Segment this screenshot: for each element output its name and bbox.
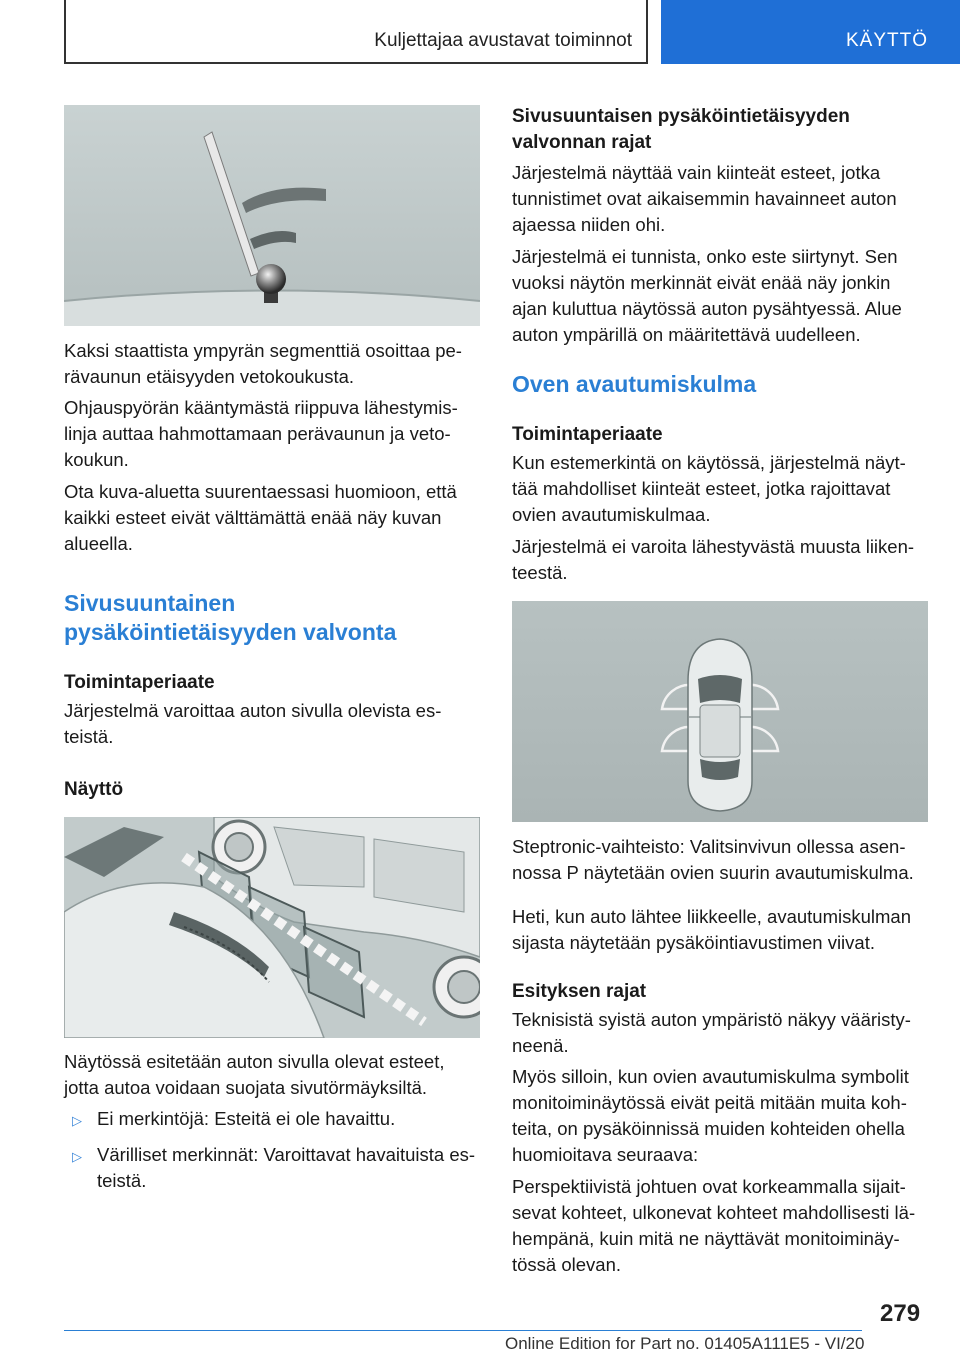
paragraph: Järjestelmä ei tunnista, onko este siirtynyt. Sen vuoksi näytön merkinnät eivät enää näy jonkin ajan kuluttua näytössä auton pysähtyessä. Alue auton ympärillä on määritettävä uudelleen. [512,246,902,345]
paragraph: Myös silloin, kun ovien avautumiskulma symbolit monitoiminäytössä eivät peitä mitään muita koh- teita, on pysäköinnissä muiden kohteiden ohella huomioitava seuraava: [512,1066,909,1165]
subheading: Näyttö [64,779,124,800]
paragraph: Steptronic-vaihteisto: Valitsinvivun ollessa asen- nossa P näytetään ovien suurin avautumiskulma. [512,836,914,883]
paragraph: Järjestelmä varoittaa auton sivulla olevista es- teistä. [64,700,442,747]
section-heading: Oven avautumiskulma [512,371,757,397]
paragraph: Ota kuva-aluetta suurentaessasi huomioon, että kaikki esteet eivät välttämättä enää näy kuvan alueella. [64,481,457,554]
footer-rule [64,1330,862,1331]
paragraph: Järjestelmä ei varoita lähestyvästä muusta liiken- teestä. [512,536,915,583]
edition-note: Online Edition for Part no. 01405A111E5 - VI/20 [505,1334,865,1353]
section-heading: Sivusuuntainen pysäköintietäisyyden valvonta [64,590,397,645]
page-number: 279 [880,1300,921,1327]
paragraph: Järjestelmä näyttää vain kiinteät esteet, jotka tunnistimet ovat aikaisemmin havainneet auton ajaessa niiden ohi. [512,162,897,235]
paragraph: Heti, kun auto lähtee liikkeelle, avautumiskulman sijasta näytetään pysäköintiavustimen viivat. [512,906,911,953]
subheading: Esityksen rajat [512,981,647,1002]
paragraph: Kaksi staattista ympyrän segmenttiä osoittaa pe- rävaunun etäisyyden vetokoukusta. [64,340,462,387]
subheading: Sivusuuntaisen pysäköintietäisyyden valvonnan rajat [512,106,850,153]
triangle-right-icon: ▷ [72,1113,82,1128]
side-parking-figure [64,817,480,1038]
paragraph: Ohjauspyörän kääntymästä riippuva lähestymis- linja auttaa hahmottamaan perävaunun ja veto- koukun. [64,397,458,470]
bullet-item: Ei merkintöjä: Esteitä ei ole havaittu. [97,1108,396,1129]
subheading: Toimintaperiaate [64,672,215,693]
chapter-title: Kuljettajaa avustavat toiminnot [374,30,632,51]
paragraph: Perspektiivistä johtuen ovat korkeammalla sijait- sevat kohteet, ulkonevat kohteet mahdollisesti lä- hempänä, kuin mitä ne näyttävät monitoiminäy- tössä olevan. [512,1176,916,1275]
subheading: Toimintaperiaate [512,424,663,445]
paragraph: Näytössä esitetään auton sivulla olevat esteet, jotta autoa voidaan suojata sivutörmäyksiltä. [64,1051,445,1098]
door-opening-figure [512,601,928,822]
paragraph: Teknisistä syistä auton ympäristö näkyy vääristy- neenä. [512,1009,911,1056]
section-tab [661,0,960,64]
paragraph: Kun estemerkintä on käytössä, järjestelmä näyt- tää mahdolliset kiinteät esteet, jotka rajoittavat ovien avautumiskulmaa. [512,452,906,525]
bullet-item: Värilliset merkinnät: Varoittavat havaituista es- teistä. [97,1144,476,1191]
section-tab-label: KÄYTTÖ [845,30,928,51]
trailer-hitch-figure [64,105,480,326]
triangle-right-icon: ▷ [72,1149,82,1164]
running-header [64,0,648,64]
